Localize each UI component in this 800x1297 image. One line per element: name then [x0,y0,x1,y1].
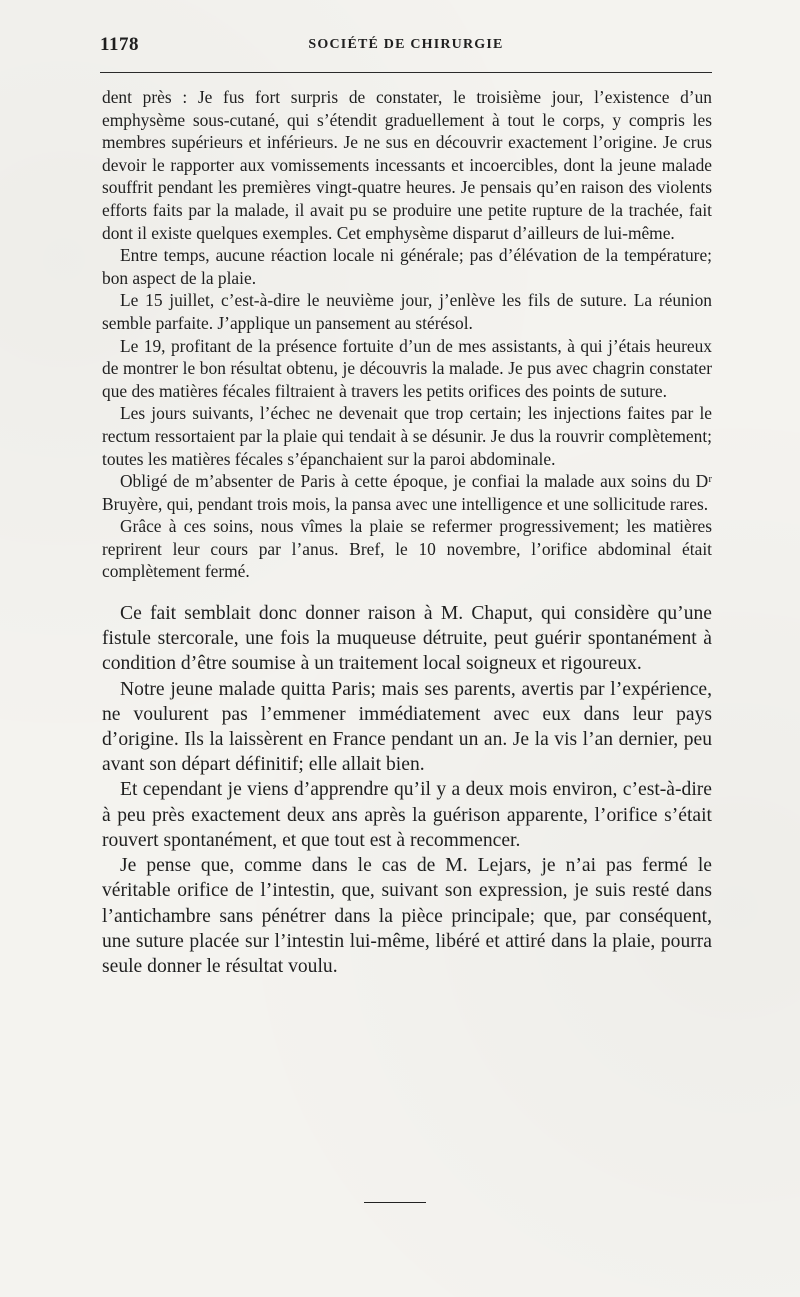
header-rule [100,72,712,73]
paragraph: Notre jeune malade quitta Paris; mais ses parents, avertis par l’expérience, ne voulurent pas l’emmener immédiatement avec eux dans leur pays d’origine. Ils la laissèrent en France pendant un an. Je la vis l’an dernier, peu avant son départ définitif; elle allait bien. [102,678,712,776]
paragraph: Et cependant je viens d’apprendre qu’il y a deux mois environ, c’est-à-dire à peu près exactement deux ans après la guérison apparente, l’orifice s’était rouvert spontanément, et que tout est à recommencer. [102,779,712,851]
body-text [102,86,712,979]
paragraph: dent près : Je fus fort surpris de constater, le troisième jour, l’existence d’un emphysème sous-cutané, qui s’étendit graduellement à tout le corps, y compris les membres supérieurs et inférieurs. Je ne sus en découvrir exactement l’origine. Je crus devoir le rapporter aux vomissements incessants et incoercibles, dont la jeune malade souffrit pendant les premières vingt-quatre heures. Je pensais qu’en raison des violents efforts faits par la malade, il avait pu se produire une petite rupture de la trachée, fait dont il existe quelques exemples. Cet emphysème disparut d’ailleurs de lui-même. [102,87,712,243]
paragraph: Le 15 juillet, c’est-à-dire le neuvième jour, j’enlève les fils de suture. La réunion semble parfaite. J’applique un pansement au stérésol. [102,290,712,333]
discussion-section [102,601,712,979]
paragraph: Grâce à ces soins, nous vîmes la plaie se refermer progressivement; les matières reprirent leur cours par l’anus. Bref, le 10 novembre, l’orifice abdominal était complètement fermé. [102,516,712,582]
paragraph: Entre temps, aucune réaction locale ni générale; pas d’élévation de la température; bon aspect de la plaie. [102,245,712,288]
paragraph: Ce fait semblait donc donner raison à M. Chaput, qui considère qu’une fistule stercorale, une fois la muqueuse détruite, peut guérir spontanément à condition d’être soumise à un traitement local soigneux et rigoureux. [102,603,712,675]
paragraph: Les jours suivants, l’échec ne devenait que trop certain; les injections faites par le rectum ressortaient par la plaie qui tendait à se désunir. Je dus la rouvrir complètement; toutes les matières fécales s’épanchaient sur la paroi abdominale. [102,403,712,469]
paragraph: Obligé de m’absenter de Paris à cette époque, je confiai la malade aux soins du Dʳ Bruyère, qui, pendant trois mois, la pansa avec une intelligence et une sollicitude rares. [102,471,712,514]
journal-title: SOCIÉTÉ DE CHIRURGIE [308,37,504,52]
paragraph: Le 19, profitant de la présence fortuite d’un de mes assistants, à qui j’étais heureux de montrer le bon résultat obtenu, je découvris la malade. Je pus avec chagrin constater que des matières fécales filtraient à travers les petits orifices des points de suture. [102,335,712,401]
page-number: 1178 [100,34,139,55]
end-rule [364,1202,426,1203]
paragraph: Je pense que, comme dans le cas de M. Lejars, je n’ai pas fermé le véritable orifice de l’intestin, que, suivant son expression, je suis resté dans l’antichambre sans pénétrer dans la pièce principale; que, par conséquent, une suture placée sur l’intestin lui-même, libéré et attiré dans la plaie, pourra seule donner le résultat voulu. [102,855,712,977]
running-head [100,34,712,58]
case-report-section [102,86,712,583]
